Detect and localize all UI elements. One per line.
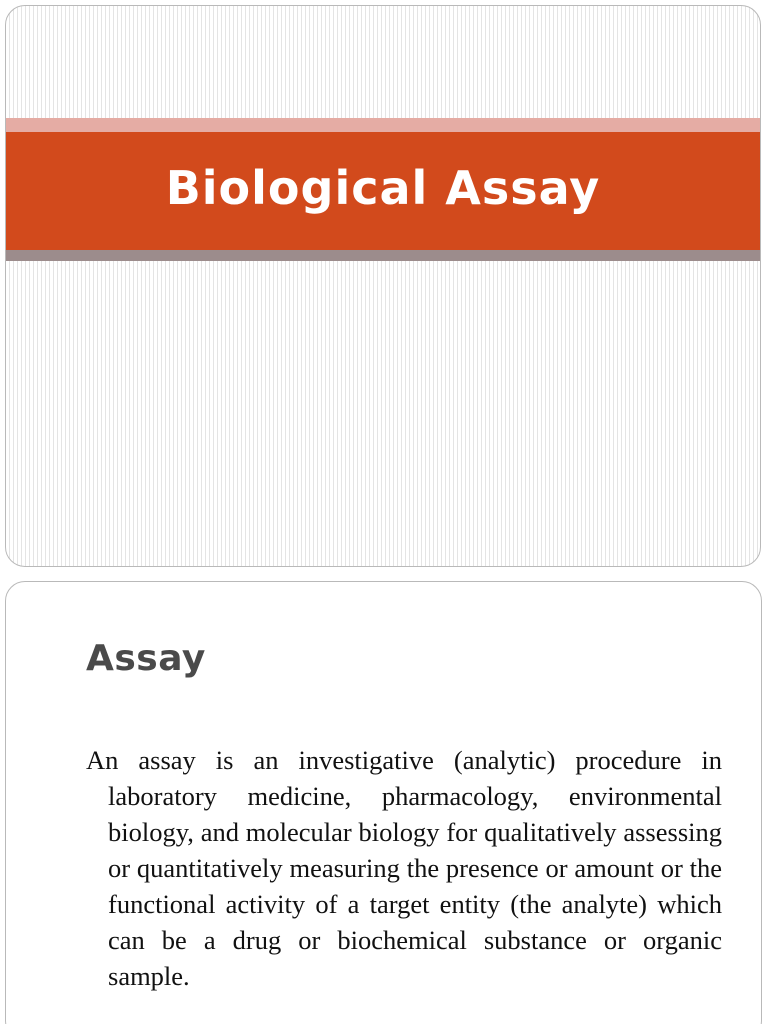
title-bottom-accent-strip	[6, 250, 760, 261]
title-band	[6, 132, 760, 250]
slide-heading: Assay	[86, 638, 206, 679]
title-top-accent-strip	[6, 118, 760, 132]
slide-title: Biological Assay	[165, 161, 601, 215]
title-slide	[5, 5, 761, 567]
content-slide	[5, 581, 762, 1024]
slide-body-text: An assay is an investigative (analytic) procedure in laboratory medicine, pharmacology, environmental biology, and molecular biology for qualitatively assessing or quantitatively measuring the presence or amount or the functional activity of a target entity (the analyte) which can be a drug or biochemical substance or organic sample.	[86, 745, 722, 991]
